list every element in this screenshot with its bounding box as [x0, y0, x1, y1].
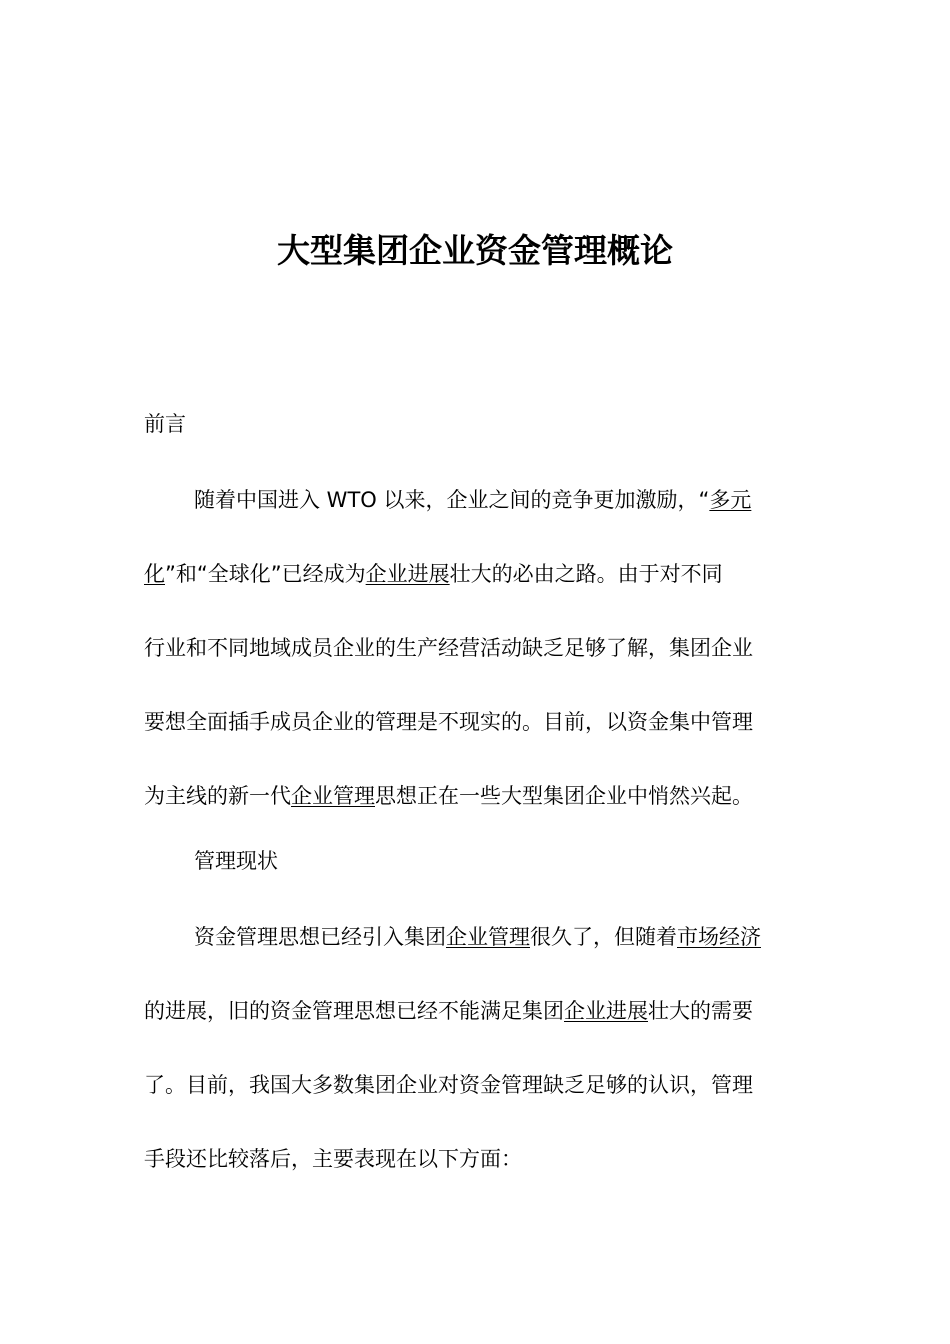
text-run: ”和“全球化”已经成为 — [165, 562, 366, 586]
paragraph-management-status — [144, 900, 804, 1196]
paragraph-line: 手段还比较落后，主要表现在以下方面： — [144, 1147, 522, 1171]
link-enterprise-management[interactable]: 企业管理 — [446, 925, 530, 949]
link-enterprise-development[interactable]: 企业进展 — [564, 999, 648, 1023]
management-status-heading: 管理现状 — [194, 849, 278, 873]
link-diversification-end[interactable]: 化 — [144, 562, 165, 586]
paragraph-introduction — [144, 463, 804, 833]
paragraph-line: 要想全面插手成员企业的管理是不现实的。目前，以资金集中管理 — [144, 710, 753, 734]
link-diversification[interactable]: 多元 — [709, 488, 752, 512]
paragraph-line — [144, 900, 804, 974]
text-run: 思想正在一些大型集团企业中悄然兴起。 — [375, 784, 753, 808]
text-run: 为主线的新一代 — [144, 784, 291, 808]
link-enterprise-management[interactable]: 企业管理 — [291, 784, 375, 808]
text-run: 壮大的必由之路。由于对不同 — [449, 562, 723, 586]
text-run: 的进展，旧的资金管理思想已经不能满足集团 — [144, 999, 564, 1023]
link-enterprise-development[interactable]: 企业进展 — [365, 562, 450, 586]
paragraph-line — [144, 463, 804, 537]
paragraph-line: 行业和不同地域成员企业的生产经营活动缺乏足够了解，集团企业 — [144, 636, 753, 660]
text-run: 随着中国进入 WTO 以来，企业之间的竞争更加激励，“ — [194, 488, 710, 512]
link-market-economy[interactable]: 市场经济 — [677, 925, 761, 949]
paragraph-line — [144, 537, 804, 611]
text-run: 资金管理思想已经引入集团 — [194, 925, 446, 949]
document-title: 大型集团企业资金管理概论 — [277, 231, 673, 270]
paragraph-line — [144, 759, 804, 833]
preface-heading: 前言 — [144, 412, 186, 436]
paragraph-line: 了。目前，我国大多数集团企业对资金管理缺乏足够的认识，管理 — [144, 1073, 753, 1097]
text-run: 很久了，但随着 — [530, 925, 677, 949]
paragraph-line — [144, 974, 804, 1048]
text-run: 壮大的需要 — [648, 999, 753, 1023]
